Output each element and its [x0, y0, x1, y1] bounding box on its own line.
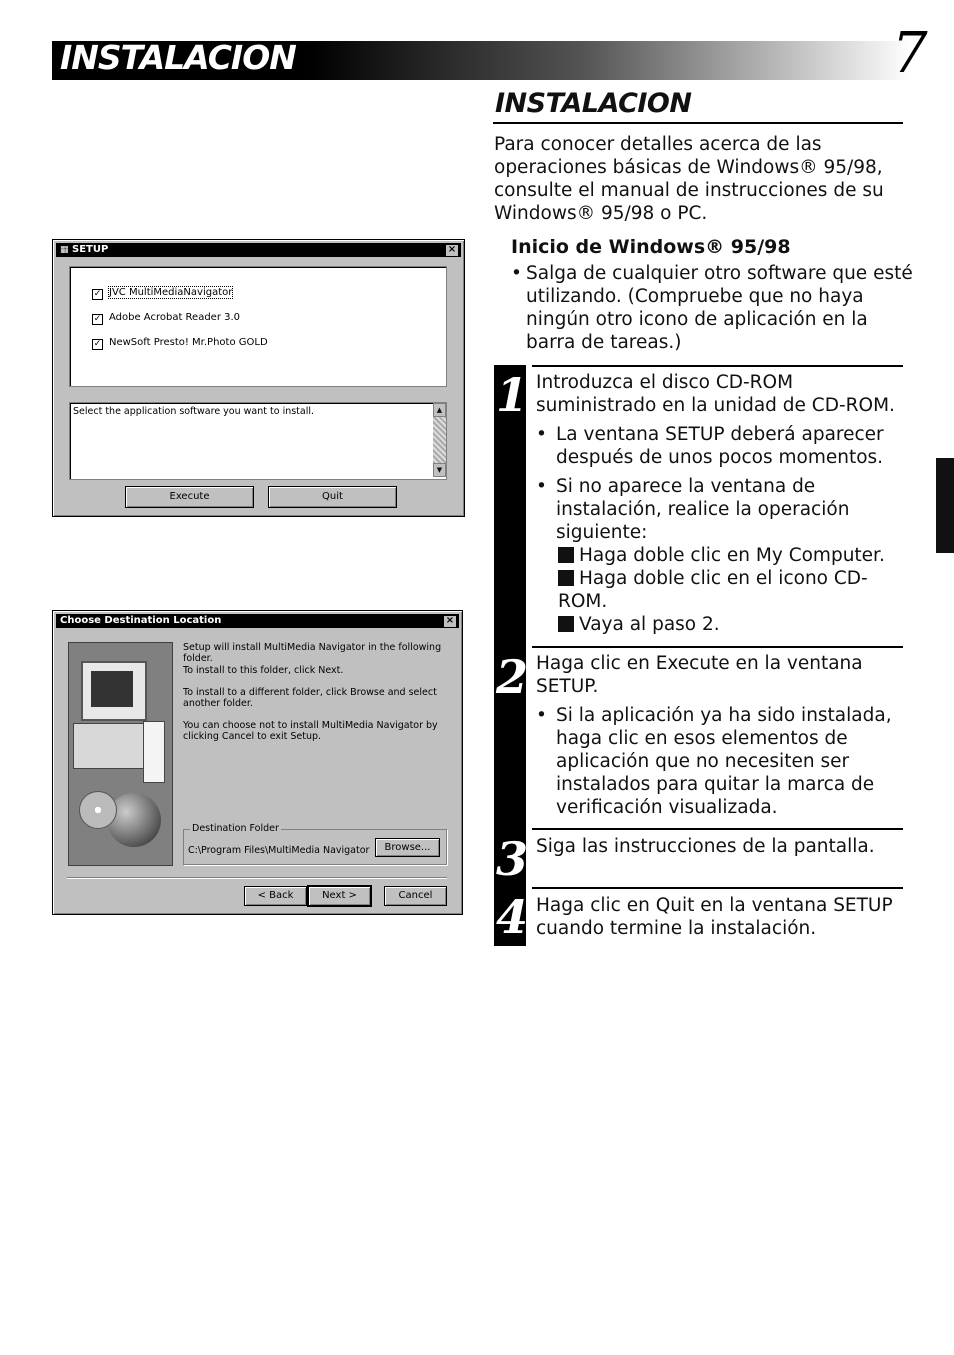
- destination-folder-label: Destination Folder: [192, 823, 279, 834]
- destination-dialog: [52, 610, 463, 915]
- setup-illustration: [68, 642, 173, 866]
- step-1-content: [536, 371, 906, 636]
- step-1-text: Introduzca el disco CD-ROM suministrado en la unidad de CD-ROM.: [536, 372, 895, 416]
- checkbox-checked-icon[interactable]: ✓: [93, 314, 102, 324]
- step-1-substep-1: [556, 544, 906, 567]
- setup-title: SETUP: [72, 244, 109, 255]
- execute-button[interactable]: Execute: [125, 486, 254, 508]
- destination-line-3: To install to a different folder, click Browse and select another folder.: [183, 687, 437, 709]
- step-1-bullet-1: • La ventana SETUP deberá aparecer después de unos pocos momentos.: [536, 424, 884, 468]
- destination-line-4: You can choose not to install MultiMedia Navigator by clicking Cancel to exit Setup.: [183, 720, 438, 742]
- checkbox-checked-icon[interactable]: ✓: [93, 339, 102, 349]
- scrollbar[interactable]: [433, 403, 446, 477]
- header-title: INSTALACION: [60, 38, 296, 77]
- monitor-icon: [81, 661, 147, 721]
- setup-item-label: JVC MultiMediaNavigator: [109, 287, 233, 298]
- destination-title: Choose Destination Location: [60, 615, 222, 626]
- destination-line-1: Setup will install MultiMedia Navigator in the following folder.: [183, 642, 442, 664]
- step-1-substep-1-text: Haga doble clic en My Computer.: [579, 545, 885, 566]
- next-button[interactable]: Next >: [308, 886, 371, 906]
- back-button[interactable]: < Back: [244, 886, 307, 906]
- checkbox-checked-icon[interactable]: ✓: [93, 289, 102, 299]
- step-3-number: 3: [496, 832, 529, 886]
- step-4-rule: [532, 887, 903, 889]
- setup-item-acrobat[interactable]: [92, 312, 240, 325]
- setup-message: Select the application software you want to install.: [73, 406, 315, 417]
- browse-button[interactable]: Browse...: [375, 838, 440, 857]
- dialog-separator: [67, 877, 447, 878]
- section-title: INSTALACION: [495, 88, 692, 119]
- cancel-button[interactable]: Cancel: [384, 886, 447, 906]
- side-tab-marker: [936, 458, 954, 553]
- preparation-bullet-text: Salga de cualquier otro software que esté utilizando. (Compruebe que no haya ningún otro icono de aplicación en la barra de tareas.): [526, 263, 913, 353]
- destination-title-bar: [56, 614, 459, 628]
- square-bullet-icon: [558, 616, 574, 632]
- step-1-bullet-1-text: La ventana SETUP deberá aparecer después de unos pocos momentos.: [556, 424, 884, 468]
- setup-item-newsoft[interactable]: [92, 337, 268, 350]
- destination-folder-group: [183, 823, 447, 865]
- step-2-bullet-1: • Si la aplicación ya ha sido instalada, haga clic en esos elementos de aplicación que no necesiten ser instalados para quitar la marca de verificación visualizada.: [536, 705, 892, 818]
- square-bullet-icon: [558, 570, 574, 586]
- scroll-up-icon[interactable]: ▲: [433, 403, 446, 417]
- computer-case-icon: [73, 723, 147, 769]
- setup-item-list: [69, 266, 447, 387]
- step-2-number: 2: [496, 650, 529, 704]
- preparation-bullet: [511, 262, 921, 354]
- setup-dialog: [52, 239, 465, 517]
- step-1-substep-2: [556, 567, 906, 613]
- step-1-rule: [532, 365, 903, 367]
- step-2-rule: [532, 646, 903, 648]
- step-4-text: Haga clic en Quit en la ventana SETUP cuando termine la instalación.: [536, 895, 893, 939]
- step-1-bullet-2-text: Si no aparece la ventana de instalación, realice la operación siguiente:: [556, 476, 850, 543]
- quit-button[interactable]: Quit: [268, 486, 397, 508]
- setup-title-bar: [56, 243, 461, 257]
- step-1-number: 1: [496, 368, 529, 422]
- setup-item-label: Adobe Acrobat Reader 3.0: [109, 312, 241, 323]
- step-2-content: [536, 652, 906, 819]
- bullet-dot: •: [511, 263, 522, 284]
- close-icon[interactable]: ×: [445, 244, 459, 257]
- step-1-substep-3: [556, 613, 906, 636]
- setup-app-icon: ▦: [60, 245, 69, 255]
- destination-folder-path: C:\Program Files\MultiMedia Navigator: [188, 845, 370, 856]
- subheading: Inicio de Windows® 95/98: [511, 236, 791, 258]
- intro-paragraph: Para conocer detalles acerca de las operaciones básicas de Windows® 95/98, consulte el manual de instrucciones de su Windows® 95/98 o PC.: [494, 134, 884, 224]
- close-icon[interactable]: ×: [443, 615, 457, 628]
- step-1-substep-2-text: Haga doble clic en el icono CD-ROM.: [558, 568, 868, 612]
- box-icon: [143, 721, 165, 783]
- section-rule: [493, 122, 903, 124]
- step-4-number: 4: [496, 890, 529, 944]
- setup-item-jvc[interactable]: [92, 287, 232, 300]
- setup-message-box: [69, 402, 447, 480]
- square-bullet-icon: [558, 547, 574, 563]
- setup-item-label: NewSoft Presto! Mr.Photo GOLD: [109, 337, 268, 348]
- step-2-bullet-1-text: Si la aplicación ya ha sido instalada, haga clic en esos elementos de aplicación que no necesiten ser instalados para quitar la marca de verificación visualizada.: [556, 705, 892, 818]
- step-1-bullet-2: • Si no aparece la ventana de instalación, realice la operación siguiente: Haga doble clic en My Computer. Haga doble clic en el icono CD-ROM. Vaya al paso 2.: [536, 475, 906, 636]
- step-3-text: Siga las instrucciones de la pantalla.: [536, 836, 875, 857]
- destination-line-2: To install to this folder, click Next.: [183, 665, 344, 676]
- cd-icon: [79, 791, 117, 829]
- page-number: 7: [892, 21, 928, 86]
- step-1-substep-3-text: Vaya al paso 2.: [579, 614, 720, 635]
- step-3-rule: [532, 828, 903, 830]
- scroll-down-icon[interactable]: ▼: [433, 463, 446, 477]
- step-2-text: Haga clic en Execute en la ventana SETUP.: [536, 653, 863, 697]
